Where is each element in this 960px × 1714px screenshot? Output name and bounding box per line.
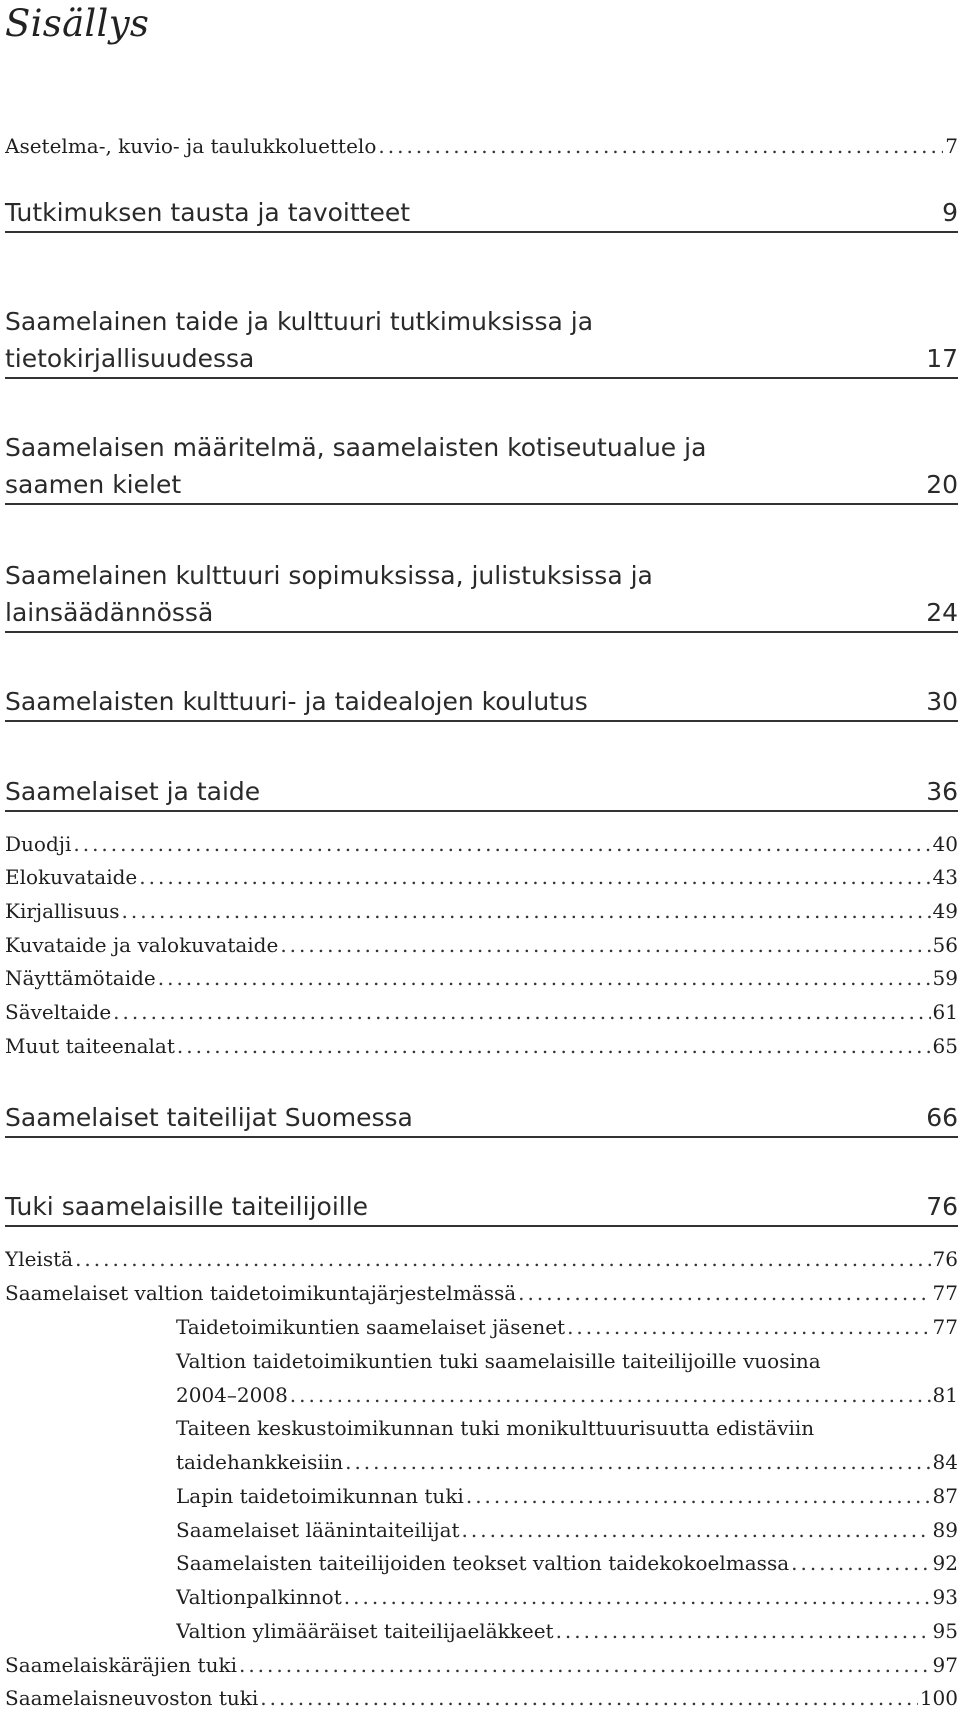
toc-section[interactable] <box>5 683 958 722</box>
toc-entry-page: 7 <box>945 134 958 158</box>
dot-leader <box>139 862 930 892</box>
toc-entry[interactable] <box>176 1312 958 1342</box>
page-title: Sisällys <box>5 2 150 45</box>
toc-section-label: Saamelaisen määritelmä, saamelaisten kotiseutualue ja <box>5 433 707 462</box>
toc-section-label: Saamelainen kulttuuri sopimuksissa, julistuksissa ja <box>5 561 653 590</box>
toc-entry[interactable] <box>5 896 958 926</box>
toc-entry-label: Kirjallisuus <box>5 899 120 923</box>
dot-leader <box>239 1650 931 1680</box>
toc-entry-label: Lapin taidetoimikunnan tuki <box>176 1484 464 1508</box>
toc-section-page: 30 <box>926 687 958 716</box>
toc-entry[interactable] <box>5 930 958 960</box>
toc-entry-label: Säveltaide <box>5 1000 112 1024</box>
toc-entry-page: 43 <box>932 865 958 889</box>
toc-section-page: 17 <box>926 344 958 373</box>
dot-leader <box>73 829 930 859</box>
toc-entry[interactable] <box>5 1244 958 1274</box>
toc-section[interactable] <box>5 1099 958 1138</box>
dot-leader <box>122 896 931 926</box>
toc-entry[interactable] <box>176 1380 958 1410</box>
toc-section-label: Saamelaiset ja taide <box>5 777 261 806</box>
toc-entry-label: Saamelaiset läänintaiteilijat <box>176 1518 460 1542</box>
toc-entry-page: 59 <box>932 966 958 990</box>
dot-leader <box>466 1481 931 1511</box>
toc-entry[interactable] <box>176 1447 958 1477</box>
toc-entry[interactable] <box>5 1031 958 1061</box>
toc-entry-label: Valtionpalkinnot <box>176 1585 342 1609</box>
toc-entry[interactable] <box>176 1548 958 1578</box>
dot-leader <box>791 1548 926 1578</box>
toc-entry-label: taidehankkeisiin <box>176 1450 344 1474</box>
toc-entry-label: Valtion ylimääräiset taiteilijaeläkkeet <box>176 1619 554 1643</box>
toc-entry-page: 92 <box>932 1551 958 1575</box>
dot-leader <box>518 1278 930 1308</box>
dot-leader <box>260 1683 918 1713</box>
toc-section-page: 9 <box>942 198 958 227</box>
toc-entry-page: 49 <box>932 899 958 923</box>
toc-section-page: 66 <box>926 1103 958 1132</box>
toc-entry[interactable] <box>5 1278 958 1308</box>
dot-leader <box>280 930 930 960</box>
toc-entry-page: 40 <box>932 832 958 856</box>
toc-entry-first-line[interactable] <box>176 1346 958 1376</box>
toc-entry[interactable] <box>176 1481 958 1511</box>
toc-section[interactable] <box>5 194 958 233</box>
toc-entry-page: 97 <box>932 1653 958 1677</box>
toc-section-label: lainsäädännössä <box>5 598 214 627</box>
toc-entry[interactable] <box>5 829 958 859</box>
toc-entry-label: Taidetoimikuntien saamelaiset jäsenet <box>176 1315 566 1339</box>
toc-entry-page: 100 <box>919 1686 958 1710</box>
dot-leader <box>177 1031 931 1061</box>
toc-entry[interactable] <box>5 1683 958 1713</box>
toc-entry-label: Näyttämötaide <box>5 966 156 990</box>
toc-entry-label: 2004–2008 <box>176 1383 288 1407</box>
toc-entry[interactable] <box>176 1582 958 1612</box>
toc-entry-label: Saamelaiskäräjien tuki <box>5 1653 237 1677</box>
toc-section-page: 24 <box>926 598 958 627</box>
toc-section-label: saamen kielet <box>5 470 182 499</box>
toc-section[interactable] <box>5 557 958 633</box>
dot-leader <box>378 131 943 161</box>
toc-entry-page: 89 <box>932 1518 958 1542</box>
toc-entry[interactable] <box>176 1515 958 1545</box>
toc-entry-label: Elokuvataide <box>5 865 138 889</box>
toc-entry[interactable] <box>5 862 958 892</box>
toc-entry-first-line[interactable] <box>176 1413 958 1443</box>
toc-section[interactable] <box>5 773 958 812</box>
toc-entry-label: Muut taiteenalat <box>5 1034 175 1058</box>
dot-leader <box>113 997 930 1027</box>
dot-leader <box>75 1244 930 1274</box>
toc-entry[interactable] <box>5 1650 958 1680</box>
toc-entry-label: Kuvataide ja valokuvataide <box>5 933 279 957</box>
dot-leader <box>556 1616 931 1646</box>
toc-section-label: Tuki saamelaisille taiteilijoille <box>5 1192 369 1221</box>
toc-entry-page: 56 <box>932 933 958 957</box>
dot-leader <box>567 1312 930 1342</box>
toc-entry-label: Saamelaisneuvoston tuki <box>5 1686 259 1710</box>
toc-entry-label: Duodji <box>5 832 72 856</box>
dot-leader <box>462 1515 931 1545</box>
toc-entry-page: 93 <box>932 1585 958 1609</box>
toc-entry-page: 61 <box>932 1000 958 1024</box>
toc-entry-label: Asetelma-, kuvio- ja taulukkoluettelo <box>5 134 377 158</box>
toc-entry-label: Valtion taidetoimikuntien tuki saamelaisille taiteilijoille vuosina <box>176 1349 821 1373</box>
toc-section-page: 36 <box>926 777 958 806</box>
toc-entry-page: 65 <box>932 1034 958 1058</box>
toc-entry-label: Saamelaisten taiteilijoiden teokset valtion taidekokoelmassa <box>176 1551 790 1575</box>
toc-entry-page: 81 <box>932 1383 958 1407</box>
dot-leader <box>345 1447 930 1477</box>
dot-leader <box>344 1582 931 1612</box>
toc-section-label: Saamelaiset taiteilijat Suomessa <box>5 1103 413 1132</box>
toc-section[interactable] <box>5 303 958 379</box>
toc-section-label: Saamelainen taide ja kulttuuri tutkimuksissa ja <box>5 307 594 336</box>
toc-entry-page: 84 <box>932 1450 958 1474</box>
toc-entry-label: Taiteen keskustoimikunnan tuki monikulttuurisuutta edistäviin <box>176 1416 815 1440</box>
toc-section[interactable] <box>5 1188 958 1227</box>
toc-section-label: Tutkimuksen tausta ja tavoitteet <box>5 198 411 227</box>
toc-entry[interactable] <box>176 1616 958 1646</box>
dot-leader <box>290 1380 931 1410</box>
toc-section-label: Saamelaisten kulttuuri- ja taidealojen koulutus <box>5 687 588 716</box>
toc-entry[interactable] <box>5 131 958 161</box>
toc-section-page: 20 <box>926 470 958 499</box>
toc-entry-label: Saamelaiset valtion taidetoimikuntajärjestelmässä <box>5 1281 517 1305</box>
toc-entry-page: 76 <box>932 1247 958 1271</box>
toc-section-page: 76 <box>926 1192 958 1221</box>
toc-entry-page: 77 <box>932 1281 958 1305</box>
dot-leader <box>158 963 931 993</box>
toc-section-label: tietokirjallisuudessa <box>5 344 255 373</box>
toc-entry[interactable] <box>5 997 958 1027</box>
toc-entry-page: 87 <box>932 1484 958 1508</box>
toc-entry-page: 77 <box>932 1315 958 1339</box>
toc-section[interactable] <box>5 429 958 505</box>
toc-entry-label: Yleistä <box>5 1247 74 1271</box>
toc-entry[interactable] <box>5 963 958 993</box>
toc-entry-page: 95 <box>932 1619 958 1643</box>
